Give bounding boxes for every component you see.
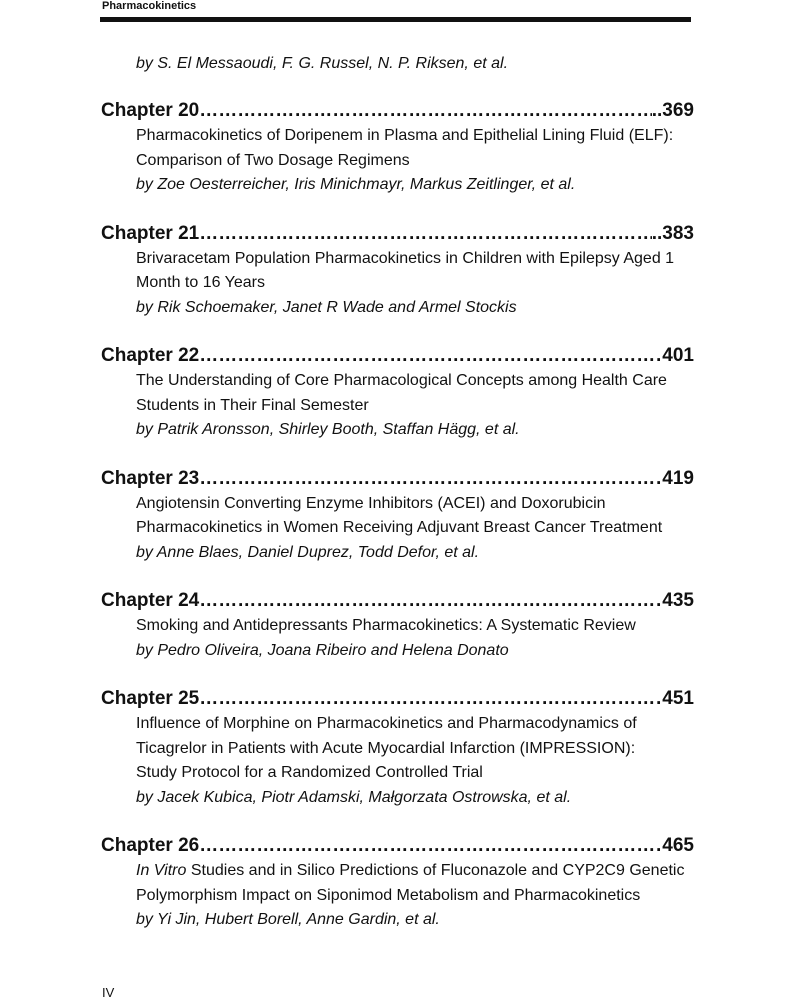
- toc-entry-chapter-22[interactable]: [101, 343, 694, 443]
- chapter-authors: by Anne Blaes, Daniel Duprez, Todd Defor, et al.: [136, 543, 480, 561]
- running-header-title: Pharmacokinetics: [102, 0, 197, 12]
- chapter-title-line: Angiotensin Converting Enzyme Inhibitors (ACEI) and Doxorubicin: [136, 494, 606, 512]
- dot-leader: [199, 833, 662, 859]
- chapter-authors: by Rik Schoemaker, Janet R Wade and Armel Stockis: [136, 298, 517, 316]
- chapter-page-number: 419: [662, 467, 694, 489]
- chapter-label: Chapter 20: [101, 100, 200, 121]
- chapter-authors: by Jacek Kubica, Piotr Adamski, Małgorzata Ostrowska, et al.: [136, 788, 572, 806]
- chapter-heading[interactable]: [101, 686, 694, 712]
- chapter-label: Chapter 25: [101, 688, 200, 709]
- chapter-page-number: 465: [662, 835, 694, 856]
- toc-entry-chapter-21[interactable]: [101, 221, 694, 321]
- chapter-label: Chapter 22: [101, 345, 200, 366]
- title-italic-prefix: In Vitro: [136, 862, 187, 879]
- dot-leader: [199, 98, 652, 124]
- chapter-title-line: Polymorphism Impact on Siponimod Metabolism and Pharmacokinetics: [136, 886, 641, 904]
- chapter-title-line: Brivaracetam Population Pharmacokinetics in Children with Epilepsy Aged 1: [136, 249, 675, 267]
- dot-leader: [199, 588, 662, 614]
- chapter-title-line: Pharmacokinetics in Women Receiving Adjuvant Breast Cancer Treatment: [136, 519, 663, 536]
- chapter-authors: by Patrik Aronsson, Shirley Booth, Staffan Hägg, et al.: [136, 421, 520, 438]
- chapter-authors: by Zoe Oesterreicher, Iris Minichmayr, Markus Zeitlinger, et al.: [136, 176, 576, 193]
- dot-leader: [199, 466, 662, 492]
- continued-author-line: by S. El Messaoudi, F. G. Russel, N. P. Riksen, et al.: [136, 55, 509, 72]
- chapter-page-number: ..369: [651, 100, 694, 121]
- toc-entry-chapter-20[interactable]: [101, 98, 694, 198]
- chapter-title-line: Study Protocol for a Randomized Controlled Trial: [136, 764, 483, 781]
- toc-entry-chapter-24[interactable]: [101, 588, 694, 663]
- chapter-authors: by Pedro Oliveira, Joana Ribeiro and Helena Donato: [136, 641, 509, 659]
- chapter-heading[interactable]: [101, 466, 694, 492]
- title-text: Studies and in Silico Predictions of Fluconazole and CYP2C9 Genetic: [190, 862, 685, 879]
- toc-entry-chapter-25[interactable]: [101, 686, 694, 810]
- chapter-title-line: Pharmacokinetics of Doripenem in Plasma and Epithelial Lining Fluid (ELF):: [136, 127, 674, 144]
- chapter-heading[interactable]: [101, 833, 694, 859]
- header-rule: [100, 17, 691, 22]
- chapter-title-line: Ticagrelor in Patients with Acute Myocardial Infarction (IMPRESSION):: [136, 739, 636, 757]
- page-number-footer: IV: [102, 985, 115, 1000]
- toc-entry-chapter-23[interactable]: [101, 466, 694, 566]
- dot-leader: [199, 221, 652, 247]
- chapter-heading[interactable]: [101, 343, 694, 369]
- chapter-title-line: Month to 16 Years: [136, 274, 265, 291]
- chapter-heading[interactable]: [101, 588, 694, 614]
- chapter-title-line: Smoking and Antidepressants Pharmacokinetics: A Systematic Review: [136, 617, 636, 634]
- dot-leader: [199, 686, 662, 712]
- chapter-page-number: 401: [662, 345, 694, 366]
- chapter-label: Chapter 24: [101, 590, 200, 611]
- dot-leader: [199, 343, 662, 369]
- chapter-title-line: Influence of Morphine on Pharmacokinetics and Pharmacodynamics of: [136, 715, 637, 732]
- chapter-authors: by Yi Jin, Hubert Borell, Anne Gardin, et al.: [136, 911, 440, 928]
- chapter-title-line: [136, 859, 694, 884]
- chapter-title-line: Students in Their Final Semester: [136, 396, 369, 414]
- toc-entry-chapter-26[interactable]: [101, 833, 694, 933]
- chapter-title-line: Comparison of Two Dosage Regimens: [136, 151, 410, 169]
- chapter-label: Chapter 21: [101, 222, 200, 244]
- chapter-page-number: 451: [662, 688, 694, 709]
- chapter-title-line: The Understanding of Core Pharmacological Concepts among Health Care: [136, 372, 667, 389]
- chapter-heading[interactable]: [101, 98, 694, 124]
- chapter-label: Chapter 26: [101, 835, 200, 856]
- table-of-contents: [101, 98, 694, 956]
- chapter-page-number: 435: [662, 590, 694, 611]
- chapter-label: Chapter 23: [101, 467, 200, 489]
- chapter-heading[interactable]: [101, 221, 694, 247]
- chapter-page-number: ..383: [651, 222, 694, 244]
